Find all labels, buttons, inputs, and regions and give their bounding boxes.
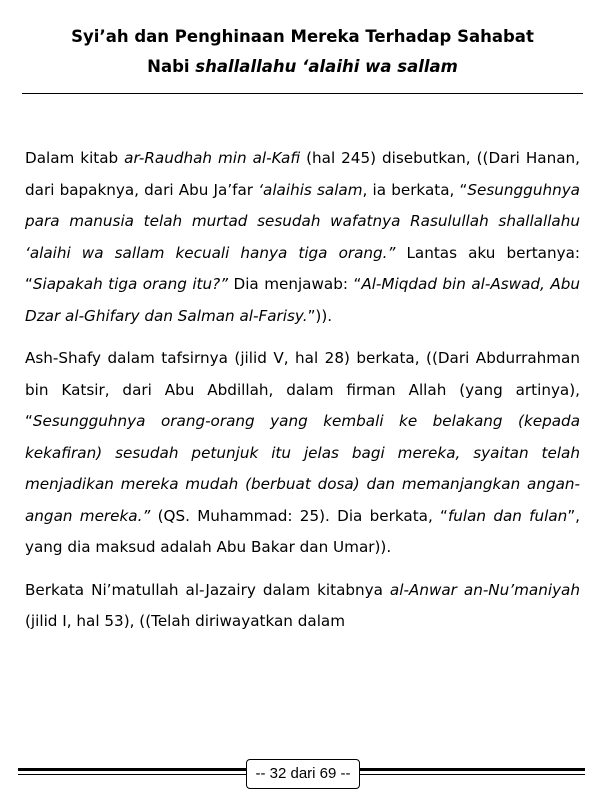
italic-text-run: Al-Miqdad bin al-Aswad, Abu Dzar al-Ghifary dan Salman al-Farisy. (25, 275, 580, 325)
italic-text-run: Sesungguhnya para manusia telah murtad sesudah wafatnya Rasulullah shallallahu ‘alaihi wa sallam kecuali hanya tiga orang.” (25, 180, 580, 262)
page-number-box: -- 32 dari 69 -- (246, 759, 360, 789)
paragraph (25, 343, 580, 564)
text-run: ”)). (307, 306, 333, 325)
header-title-line2 (22, 52, 583, 82)
text-run: Dia menjawab: “ (228, 275, 362, 293)
body-text (25, 143, 580, 649)
text-run: (QS. Muhammad: 25). Dia berkata, “ (150, 506, 448, 525)
text-run: Ash-Shafy dalam tafsirnya (jilid V, hal 28) berkata, ((Dari Abdurrahman bin Katsir, dari Abu Abdillah, dalam firman Allah (yang artinya), “ (25, 349, 580, 430)
italic-text-run: ar-Raudhah min al-Kafi (124, 149, 301, 167)
italic-text-run: Siapakah tiga orang itu?” (32, 275, 229, 293)
italic-text-run: al-Anwar an-Nu’maniyah (389, 580, 580, 599)
header-title-line1: Syi’ah dan Penghinaan Mereka Terhadap Sahabat (71, 27, 534, 46)
page-header (22, 22, 583, 82)
italic-text-run: ‘alaihis salam (258, 180, 363, 199)
text-run: Berkata Ni’matullah al-Jazairy dalam kitabnya (25, 580, 390, 599)
header-title-line2-prefix: Nabi (147, 57, 196, 76)
text-run: Lantas aku bertanya: “ (25, 243, 580, 293)
text-run: (hal 245) disebutkan, ((Dari Hanan, dari bapaknya, dari Abu Ja’far (25, 149, 580, 199)
header-title-line2-italic: shallallahu ‘alaihi wa sallam (195, 57, 458, 76)
italic-text-run: Sesungguhnya orang-orang yang kembali ke belakang (kepada kekafiran) sesudah petunjuk itu jelas bagi mereka, syaitan telah menjadikan mereka mudah (berbuat dosa) dan memanjangkan angan-angan mereka.” (25, 412, 580, 525)
text-run: Dalam kitab (25, 149, 125, 167)
paragraph (25, 143, 580, 332)
text-run: , ia berkata, “ (362, 180, 468, 199)
text-run: ”, yang dia maksud adalah Abu Bakar dan Umar)). (25, 506, 581, 556)
italic-text-run: fulan dan fulan (447, 506, 568, 525)
text-run: (jilid I, hal 53), ((Telah diriwayatkan dalam (25, 612, 346, 630)
header-divider (22, 93, 583, 94)
paragraph (25, 575, 580, 638)
